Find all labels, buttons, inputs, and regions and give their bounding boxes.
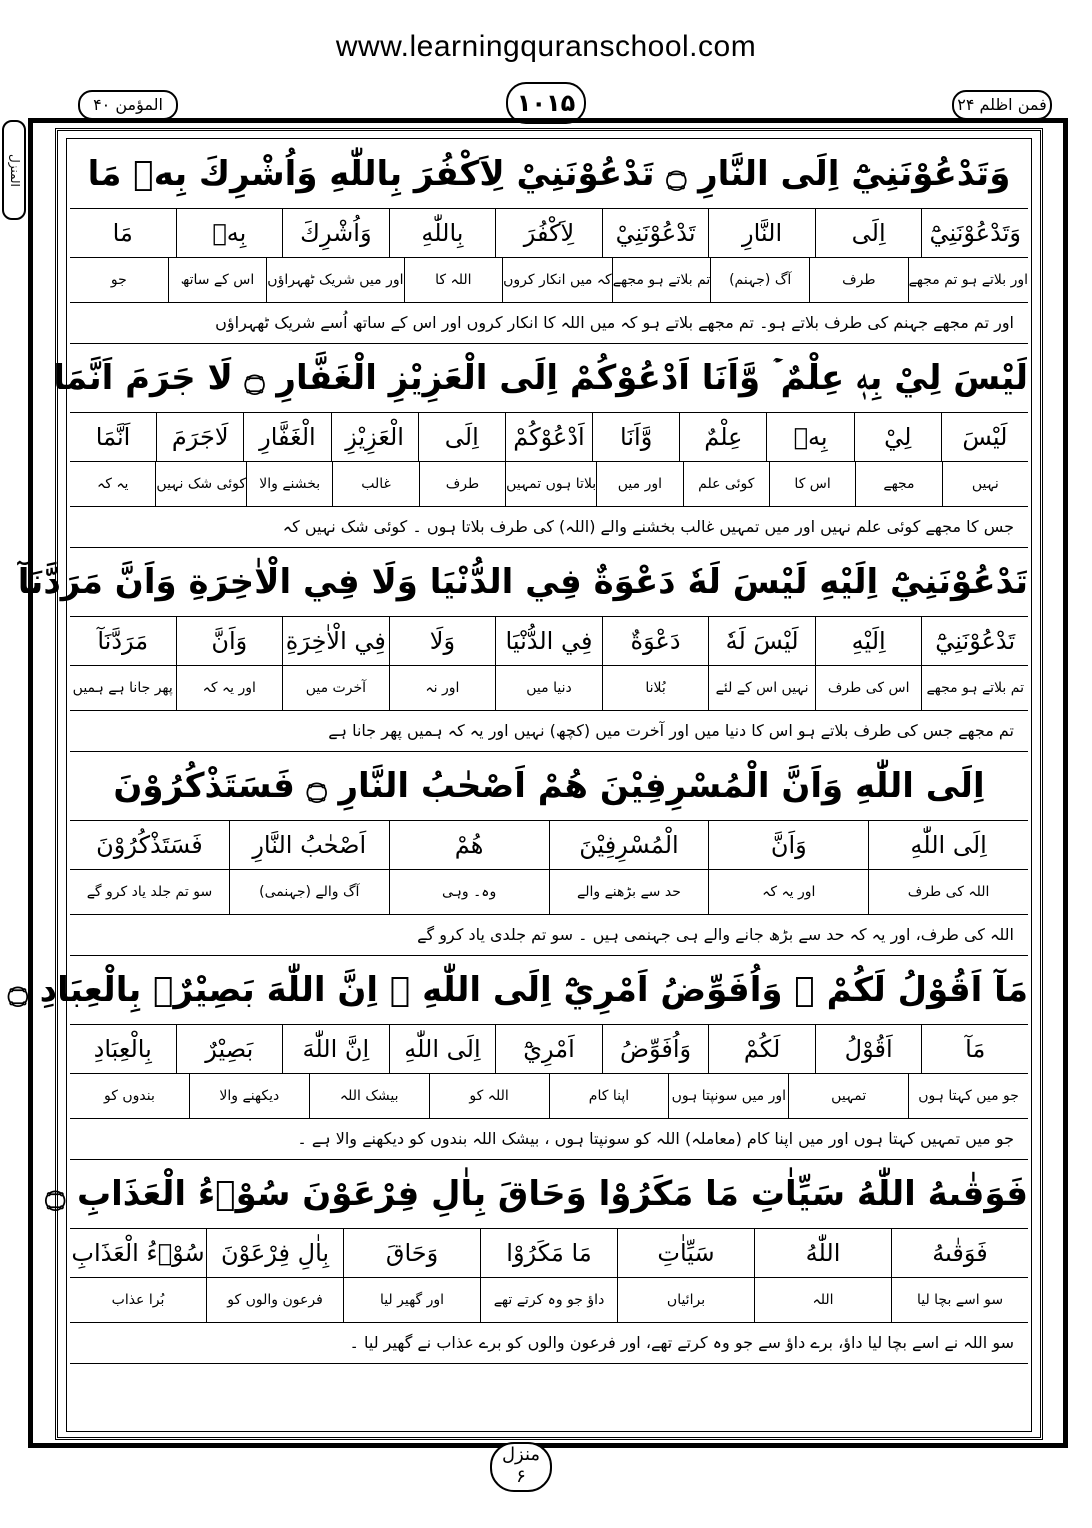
arabic-word: لَاجَرَمَ	[156, 413, 243, 461]
arabic-word: بِاللّٰهِ	[389, 209, 496, 257]
word-meaning: اور بلاتے ہو تم مجھے	[908, 258, 1028, 302]
word-meaning: اللہ کا	[404, 258, 503, 302]
meaning-row	[70, 666, 1028, 711]
word-meaning: اور میں شریک ٹھہراؤں	[266, 258, 403, 302]
translation-line: جس کا مجھے کوئی علم نہیں اور میں تمہیں غالب بخشنے والے (اللہ) کی طرف بلاتا ہوں ۔ کوئی شک نہیں کہ	[70, 507, 1028, 548]
manzil-label: منزل	[501, 1444, 541, 1465]
arabic-word: تَدْعُوْنَنِيْ	[602, 209, 709, 257]
arabic-word: هُمْ	[389, 821, 549, 869]
translation-line: جو میں تمہیں کہتا ہوں اور میں اپنا کام (معاملہ) اللہ کو سونپتا ہوں ، بیشک اللہ بندوں کو دیکھنے والا ہے ۔	[70, 1119, 1028, 1160]
word-meaning: تمہیں	[788, 1074, 908, 1118]
arabic-word: وَلَا	[389, 617, 496, 665]
word-meaning: جو	[110, 272, 127, 288]
word-meaning: بُلانا	[602, 666, 709, 710]
arabic-word: الْغَفَّارِ	[243, 413, 330, 461]
word-row	[70, 1025, 1028, 1074]
word-meaning: کہ میں انکار کروں	[502, 258, 612, 302]
word-meaning: وہ۔ وہی	[389, 870, 549, 914]
arabic-word: اِلَى اللّٰهِ	[868, 821, 1028, 869]
word-meaning: تم بلاتے ہو مجھے	[921, 666, 1028, 710]
arabic-word: مَآ	[921, 1025, 1028, 1073]
word-meaning: آخرت میں	[282, 666, 389, 710]
arabic-word: النَّارِ	[708, 209, 815, 257]
arabic-word: فَوَقٰىهُ	[891, 1229, 1028, 1277]
verse-line: وَتَدْعُوْنَنِيْٓ اِلَى النَّارِ ۝ تَدْعُوْنَنِيْ لِاَكْفُرَ بِاللّٰهِ وَاُشْرِكَ بِهٖ مَا	[70, 140, 1028, 209]
word-meaning: برائیاں	[617, 1278, 754, 1322]
word-meaning: طرف	[809, 258, 908, 302]
verse-line: اِلَى اللّٰهِ وَاَنَّ الْمُسْرِفِيْنَ هُمْ اَصْحٰبُ النَّارِ ۝ فَسَتَذْكُرُوْنَ	[70, 752, 1028, 821]
arabic-word: تَدْعُوْنَنِيْٓ	[921, 617, 1028, 665]
word-meaning: تم بلاتے ہو مجھے	[612, 258, 711, 302]
meaning-row	[70, 1074, 1028, 1119]
word-meaning: فرعون والوں کو	[206, 1278, 343, 1322]
arabic-word: اِلَيْهِ	[815, 617, 922, 665]
word-meaning: داؤ جو وہ کرتے تھے	[480, 1278, 617, 1322]
arabic-word: اَمْرِيْٓ	[495, 1025, 602, 1073]
arabic-word: لِيْ	[854, 413, 941, 461]
word-meaning: مجھے	[855, 462, 941, 506]
translation-line: سو اللہ نے اسے بچا لیا داؤ، برے داؤ سے جو وہ کرتے تھے، اور فرعون والوں کو برے عذاب نے گھیر لیا ۔	[70, 1323, 1028, 1364]
arabic-word: فِي الدُّنْيَا	[495, 617, 602, 665]
word-meaning: جو میں کہتا ہوں	[908, 1074, 1028, 1118]
word-meaning: اور یہ کہ	[708, 870, 868, 914]
arabic-word: سُوْۗءُ الْعَذَابِ	[71, 1239, 205, 1267]
manzil-badge	[490, 1442, 552, 1492]
word-meaning: بلاتا ہوں تمہیں	[505, 462, 596, 506]
arabic-word: اِلَى اللّٰهِ	[389, 1025, 496, 1073]
word-meaning: پھر جانا ہے ہمیں	[72, 680, 173, 696]
word-meaning: اس کی طرف	[815, 666, 922, 710]
translation-line: اور تم مجھے جہنم کی طرف بلاتے ہو۔ تم مجھے بلاتے ہو کہ میں اللہ کا انکار کروں اور اس کے ساتھ اُسے شریک ٹھہراؤں	[70, 303, 1028, 344]
arabic-word: وَاَنَّ	[708, 821, 868, 869]
arabic-word: اِلَى	[815, 209, 922, 257]
arabic-word: وَاُشْرِكَ	[282, 209, 389, 257]
arabic-word: اَدْعُوْكُمْ	[505, 413, 592, 461]
arabic-word: بِهٖ	[176, 209, 283, 257]
arabic-word: بِهٖ	[766, 413, 853, 461]
arabic-word: لَيْسَ	[941, 413, 1028, 461]
arabic-word: اَنَّمَا	[95, 423, 131, 451]
arabic-word: مَرَدَّنَآ	[97, 627, 149, 655]
word-meaning: اور نہ	[389, 666, 496, 710]
word-meaning: نہیں اس کے لئے	[708, 666, 815, 710]
arabic-word: وَاَنَّ	[176, 617, 283, 665]
word-row	[70, 209, 1028, 258]
arabic-word: مَا مَكَرُوْا	[480, 1229, 617, 1277]
arabic-word: بِالْعِبَادِ	[93, 1035, 152, 1063]
arabic-word: دَعْوَةٌ	[602, 617, 709, 665]
meaning-row	[70, 1278, 1028, 1323]
word-meaning: دیکھنے والا	[189, 1074, 309, 1118]
word-meaning: اللہ کی طرف	[868, 870, 1028, 914]
arabic-word: اَصْحٰبُ النَّارِ	[229, 821, 389, 869]
word-row	[70, 1229, 1028, 1278]
word-row	[70, 413, 1028, 462]
word-meaning: بندوں کو	[104, 1088, 155, 1104]
word-meaning: اور میں سونپتا ہوں	[668, 1074, 788, 1118]
verse-line: مَآ اَقُوْلُ لَكُمْ ۭ وَاُفَوِّضُ اَمْرِيْٓ اِلَى اللّٰهِ ۭ اِنَّ اللّٰهَ بَصِيْرٌۢ بِالْعِبَادِ ۝	[70, 956, 1028, 1025]
word-meaning: بیشک اللہ	[309, 1074, 429, 1118]
word-meaning: اور گھیر لیا	[343, 1278, 480, 1322]
arabic-word: فَسَتَذْكُرُوْنَ	[96, 831, 203, 859]
page-number: ۱۰۱۵	[506, 82, 586, 124]
word-meaning: سو تم جلد یاد کرو گے	[86, 884, 213, 900]
verse-line: فَوَقٰىهُ اللّٰهُ سَيِّاٰتِ مَا مَكَرُوْا وَحَاقَ بِاٰلِ فِرْعَوْنَ سُوْۗءُ الْعَذَابِ ۝	[70, 1160, 1028, 1229]
word-meaning: آگ (جہنم)	[710, 258, 809, 302]
word-meaning: اللہ کو	[429, 1074, 549, 1118]
word-row	[70, 617, 1028, 666]
arabic-word: وَحَاقَ	[343, 1229, 480, 1277]
word-meaning: سو اسے بچا لیا	[891, 1278, 1028, 1322]
meaning-row	[70, 870, 1028, 915]
word-meaning: طرف	[419, 462, 505, 506]
para-label: فمن اظلم ۲۴	[952, 90, 1052, 120]
arabic-word: لَيْسَ لَهٗ	[708, 617, 815, 665]
surah-label: المؤمن ۴۰	[78, 90, 178, 120]
arabic-word: عِلْمٌ	[679, 413, 766, 461]
word-meaning: اور میں	[596, 462, 682, 506]
arabic-word: سَيِّاٰتِ	[617, 1229, 754, 1277]
word-meaning: یہ کہ	[97, 476, 129, 492]
verse-line: لَيْسَ لِيْ بِهٖ عِلْمٌ ۡ وَّاَنَا اَدْعُوْكُمْ اِلَى الْعَزِيْزِ الْغَفَّارِ ۝ لَا جَرَمَ اَنَّمَا	[70, 344, 1028, 413]
arabic-word: بَصِيْرٌ	[176, 1025, 283, 1073]
word-meaning: بخشنے والا	[246, 462, 332, 506]
arabic-word: لِاَكْفُرَ	[495, 209, 602, 257]
arabic-word: اَقُوْلُ	[815, 1025, 922, 1073]
word-meaning: نہیں	[942, 462, 1028, 506]
arabic-word: وَاُفَوِّضُ	[602, 1025, 709, 1073]
word-meaning: کوئی علم	[683, 462, 769, 506]
word-meaning: کوئی شک نہیں	[155, 462, 246, 506]
arabic-word: بِاٰلِ فِرْعَوْنَ	[206, 1229, 343, 1277]
arabic-word: وَّاَنَا	[592, 413, 679, 461]
meaning-row	[70, 258, 1028, 303]
arabic-word: فِي الْاٰخِرَةِ	[282, 617, 389, 665]
verse-line: تَدْعُوْنَنِيْٓ اِلَيْهِ لَيْسَ لَهٗ دَعْوَةٌ فِي الدُّنْيَا وَلَا فِي الْاٰخِرَةِ وَاَنَّ مَرَدَّنَآ	[70, 548, 1028, 617]
word-meaning: حد سے بڑھنے والے	[549, 870, 709, 914]
arabic-word: اللّٰهُ	[754, 1229, 891, 1277]
site-url: www.learningquranschool.com	[335, 30, 757, 63]
meaning-row	[70, 462, 1028, 507]
arabic-word: الْمُسْرِفِيْنَ	[549, 821, 709, 869]
translation-line: اللہ کی طرف، اور یہ کہ حد سے بڑھ جانے والے ہی جہنمی ہیں ۔ سو تم جلدی یاد کرو گے	[70, 915, 1028, 956]
arabic-word: مَا	[112, 219, 133, 247]
word-meaning: غالب	[332, 462, 418, 506]
word-meaning: اپنا کام	[549, 1074, 669, 1118]
word-row	[70, 821, 1028, 870]
translation-line: تم مجھے جس کی طرف بلاتے ہو اس کا دنیا میں اور آخرت میں (کچھ) نہیں اور یہ کہ ہمیں پھر جانا ہے	[70, 711, 1028, 752]
word-meaning: اس کے ساتھ	[168, 258, 267, 302]
arabic-word: اِنَّ اللّٰهَ	[282, 1025, 389, 1073]
manzil-number: ۶	[516, 1466, 526, 1487]
arabic-word: لَكُمْ	[708, 1025, 815, 1073]
word-meaning: اور یہ کہ	[176, 666, 283, 710]
word-meaning: آگ والے (جہنمی)	[229, 870, 389, 914]
arabic-word: اِلَى	[418, 413, 505, 461]
side-tab: المنزل	[2, 120, 26, 220]
word-meaning: اللہ	[754, 1278, 891, 1322]
word-meaning: اس کا	[769, 462, 855, 506]
arabic-word: وَتَدْعُوْنَنِيْٓ	[921, 209, 1028, 257]
word-meaning: بُرا عذاب	[111, 1292, 165, 1308]
word-meaning: دنیا میں	[495, 666, 602, 710]
arabic-word: الْعَزِيْزِ	[331, 413, 418, 461]
